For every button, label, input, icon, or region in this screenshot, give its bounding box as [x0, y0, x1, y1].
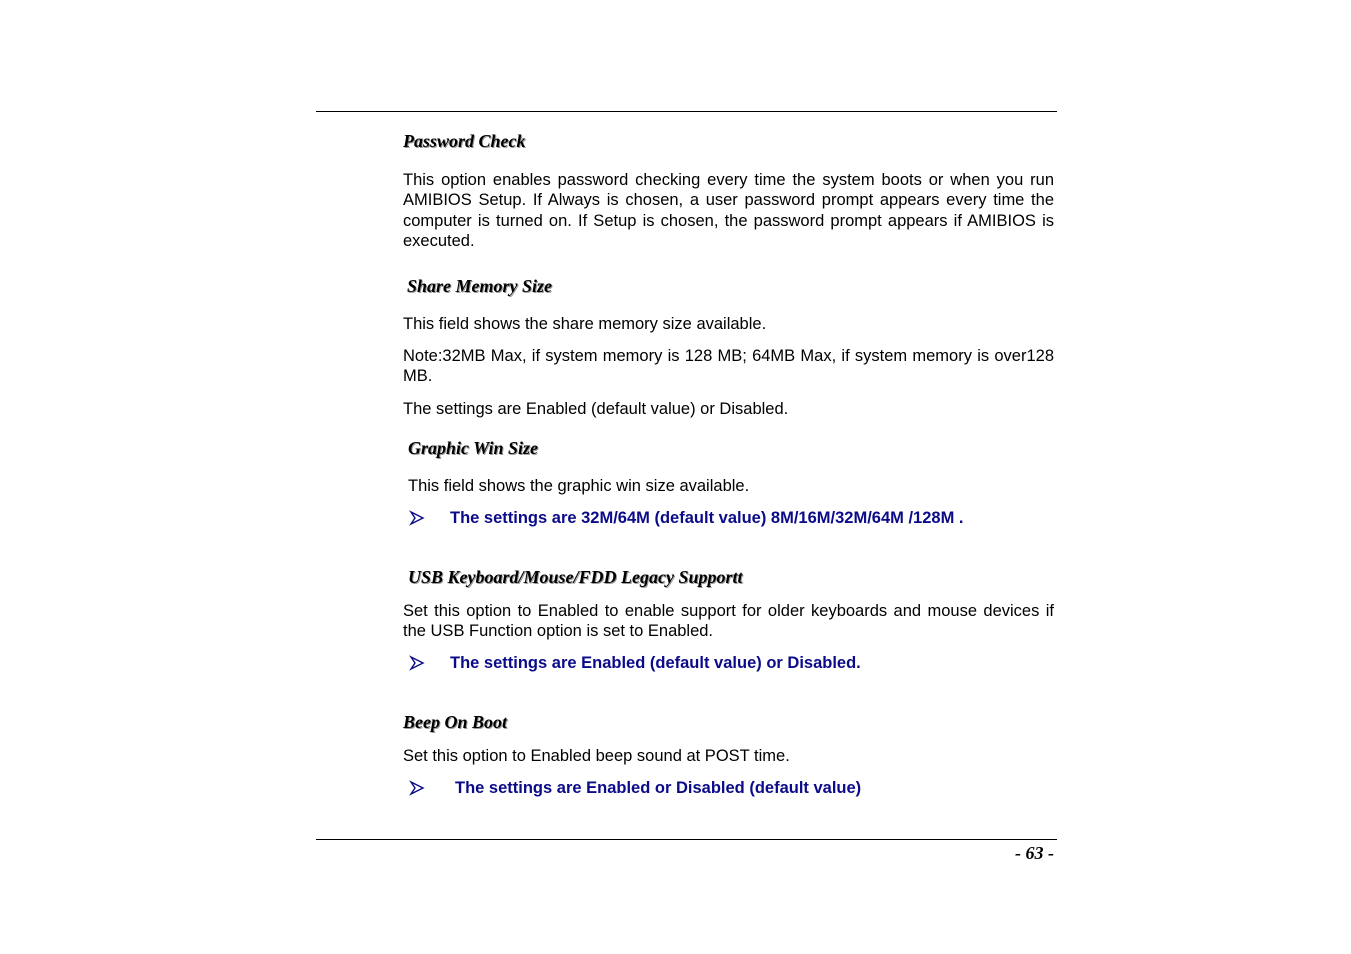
share-memory-size-settings: The settings are Enabled (default value) or Disabled.: [403, 400, 789, 418]
beep-on-boot-settings-bullet: The settings are Enabled or Disabled (default value): [455, 779, 862, 797]
arrowhead-bullet-icon: [409, 655, 425, 671]
arrowhead-bullet-icon: [409, 780, 425, 796]
page-number: - 63 -: [1015, 843, 1054, 863]
password-check-heading: Password Check: [403, 131, 526, 151]
password-check-description: This option enables password checking every time the system boots or when you run AMIBIOS Setup. If Always is chosen, a user password prompt appears every time the computer is turned on. If Setup is chosen, the password prompt appears if AMIBIOS is executed.: [403, 171, 1054, 251]
graphic-win-size-description: This field shows the graphic win size available.: [408, 477, 750, 495]
header-rule: [316, 111, 1057, 112]
footer-rule: [316, 839, 1057, 840]
share-memory-size-description: This field shows the share memory size available.: [403, 315, 767, 333]
usb-legacy-support-settings-bullet: The settings are Enabled (default value) or Disabled.: [450, 654, 861, 672]
beep-on-boot-description: Set this option to Enabled beep sound at POST time.: [403, 747, 790, 765]
share-memory-size-note: Note:32MB Max, if system memory is 128 MB; 64MB Max, if system memory is over128 MB.: [403, 347, 1054, 386]
graphic-win-size-heading: Graphic Win Size: [408, 438, 539, 458]
beep-on-boot-heading: Beep On Boot: [403, 712, 508, 732]
graphic-win-size-settings-bullet: The settings are 32M/64M (default value) 8M/16M/32M/64M /128M .: [450, 509, 964, 527]
arrowhead-bullet-icon: [409, 510, 425, 526]
share-memory-size-heading: Share Memory Size: [407, 276, 553, 296]
usb-legacy-support-description: Set this option to Enabled to enable support for older keyboards and mouse devices if the USB Function option is set to Enabled.: [403, 602, 1054, 641]
usb-legacy-support-heading: USB Keyboard/Mouse/FDD Legacy Supportt: [408, 567, 743, 587]
